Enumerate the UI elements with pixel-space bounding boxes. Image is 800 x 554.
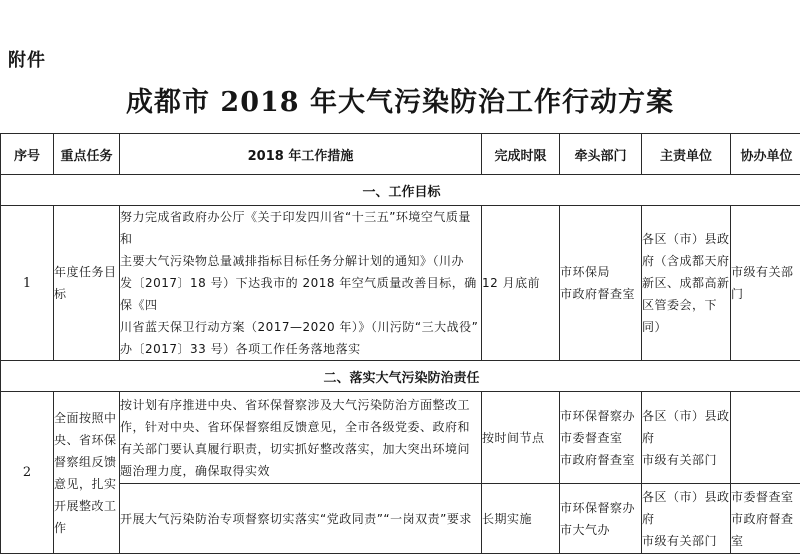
table-header-row xyxy=(1,134,800,175)
row-lead: 市环保督察办 市委督查室 市政府督查室 xyxy=(560,392,642,484)
row-task: 全面按照中 央、省环保 督察组反馈 意见，扎实 开展整改工 作 xyxy=(54,392,120,554)
row-deadline: 长期实施 xyxy=(482,484,560,554)
row-seq: 1 xyxy=(1,206,54,361)
attachment-label: 附件 xyxy=(8,46,46,72)
row-assist: 市委督查室 市政府督查室 xyxy=(731,484,800,554)
row-responsible: 各区（市）县政 府（含成都天府 新区、成都高新 区管委会，下 同） xyxy=(642,206,731,361)
action-plan-table xyxy=(0,133,800,554)
section-heading-goals: 一、工作目标 xyxy=(1,175,800,206)
row-responsible: 各区（市）县政府 市级有关部门 xyxy=(642,484,731,554)
column-header-lead: 牵头部门 xyxy=(560,134,642,175)
row-assist xyxy=(731,392,800,484)
table-row xyxy=(1,206,800,361)
row-lead: 市环保督察办 市大气办 xyxy=(560,484,642,554)
row-lead: 市环保局 市政府督查室 xyxy=(560,206,642,361)
column-header-seq: 序号 xyxy=(1,134,54,175)
table-row xyxy=(1,484,800,554)
row-measures: 开展大气污染防治专项督察切实落实“党政同责”“一岗双责”要求 xyxy=(120,484,482,554)
column-header-task: 重点任务 xyxy=(54,134,120,175)
row-deadline: 按时间节点 xyxy=(482,392,560,484)
column-header-measures: 2018 年工作措施 xyxy=(120,134,482,175)
row-task: 年度任务目 标 xyxy=(54,206,120,361)
section-row xyxy=(1,175,800,206)
section-row xyxy=(1,361,800,392)
column-header-assist: 协办单位 xyxy=(731,134,800,175)
row-responsible: 各区（市）县政 府 市级有关部门 xyxy=(642,392,731,484)
column-header-deadline: 完成时限 xyxy=(482,134,560,175)
document-title: 成都市 2018 年大气污染防治工作行动方案 xyxy=(0,80,800,119)
table-row xyxy=(1,392,800,484)
row-deadline: 12 月底前 xyxy=(482,206,560,361)
row-measures: 努力完成省政府办公厅《关于印发四川省“十三五”环境空气质量和 主要大气污染物总量减排指标目标任务分解计划的通知》（川办 发〔2017〕18 号）下达我市的 2018 年空气质量改善目标，确保《四 川省蓝天保卫行动方案（2017—2020 年）》（川污防“三大战役” 办〔2017〕33 号）各项工作任务落地落实 xyxy=(120,206,482,361)
column-header-responsible: 主责单位 xyxy=(642,134,731,175)
row-measures: 按计划有序推进中央、省环保督察涉及大气污染防治方面整改工 作，针对中央、省环保督察组反馈意见，全市各级党委、政府和 有关部门要认真履行职责，切实抓好整改落实，加大突出环境问 题治理力度，确保取得实效 xyxy=(120,392,482,484)
row-assist: 市级有关部 门 xyxy=(731,206,800,361)
row-seq: 2 xyxy=(1,392,54,554)
section-heading-responsibility: 二、落实大气污染防治责任 xyxy=(1,361,800,392)
